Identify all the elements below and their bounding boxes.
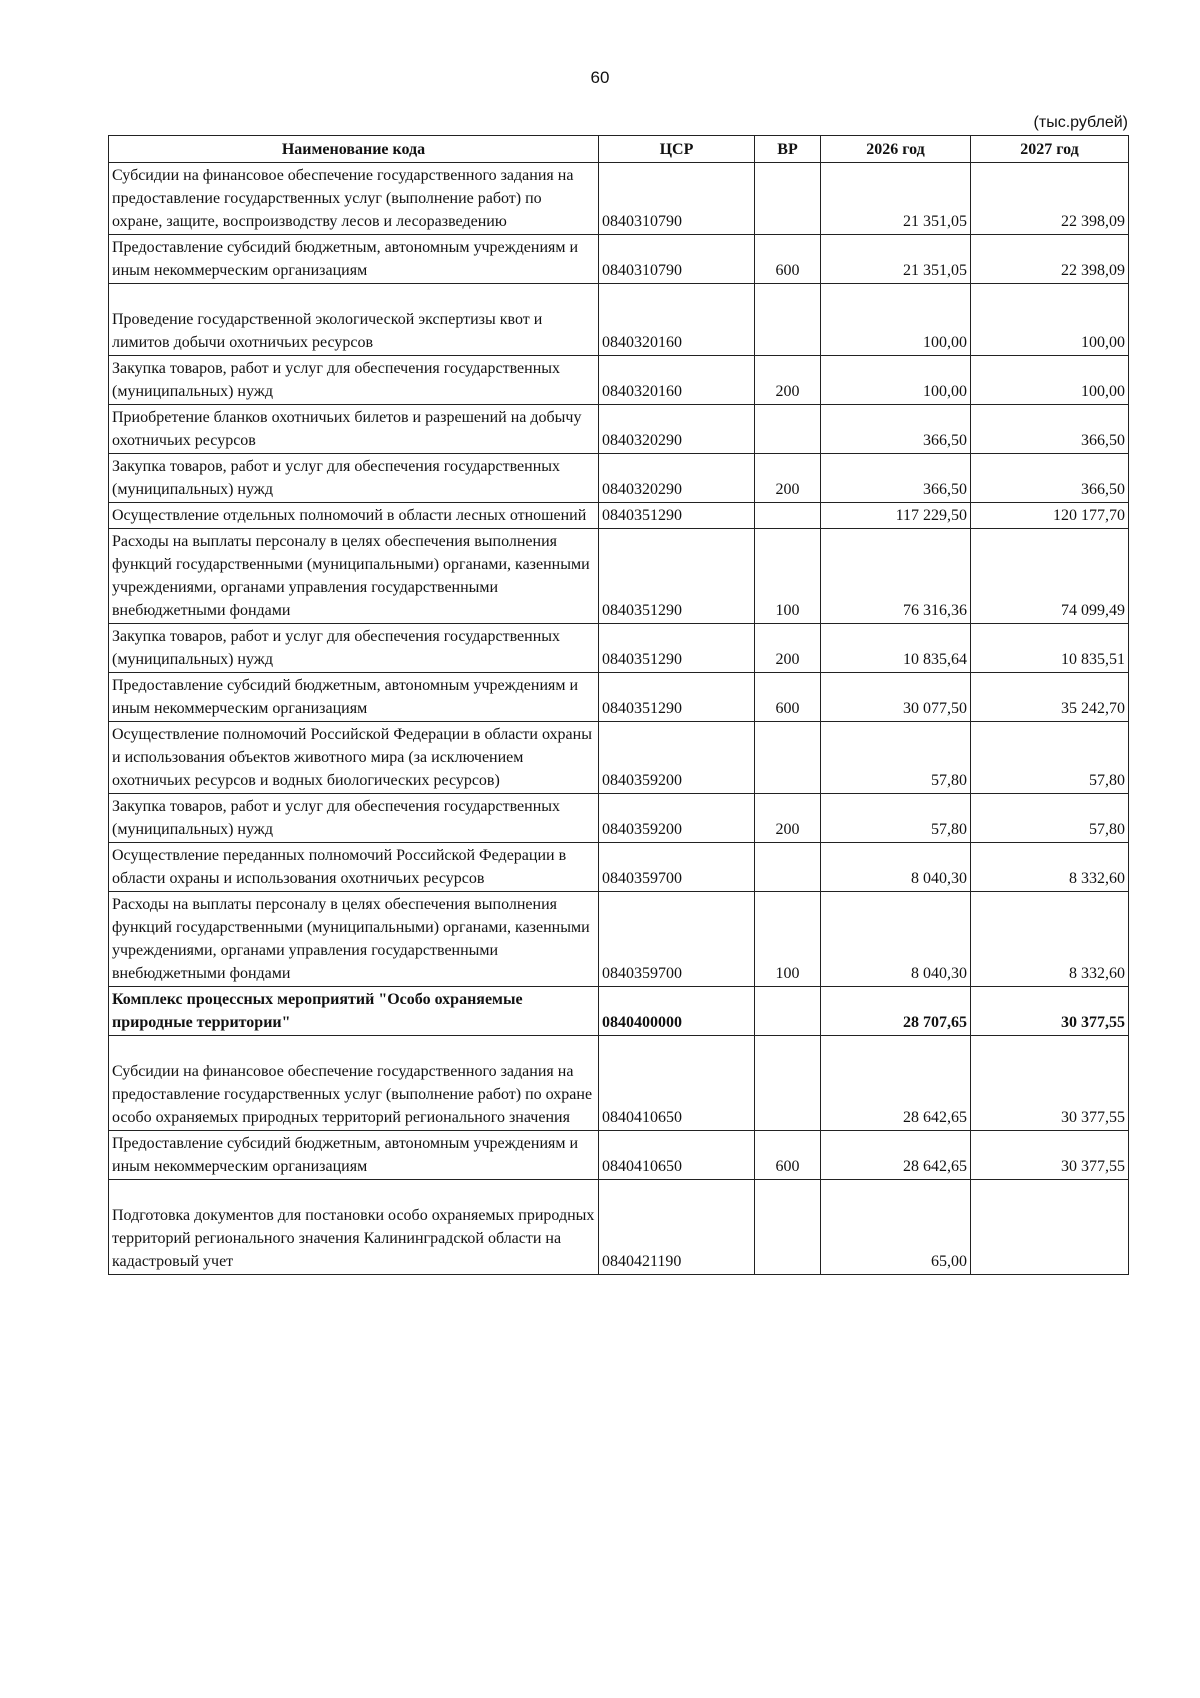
row-vr: 200 <box>755 454 821 503</box>
row-2027: 30 377,55 <box>971 1036 1129 1131</box>
row-vr: 200 <box>755 794 821 843</box>
row-2026: 8 040,30 <box>821 892 971 987</box>
table-row <box>109 1180 1129 1275</box>
budget-table <box>108 135 1129 1275</box>
row-vr <box>755 163 821 235</box>
row-2026: 10 835,64 <box>821 624 971 673</box>
row-2027: 100,00 <box>971 284 1129 356</box>
table-row <box>109 235 1129 284</box>
row-csr: 0840320290 <box>599 405 755 454</box>
table-row <box>109 892 1129 987</box>
row-csr: 0840351290 <box>599 503 755 529</box>
row-2027: 120 177,70 <box>971 503 1129 529</box>
row-vr: 200 <box>755 624 821 673</box>
row-csr: 0840359700 <box>599 892 755 987</box>
row-2027 <box>971 1180 1129 1275</box>
table-row <box>109 1036 1129 1131</box>
row-name: Закупка товаров, работ и услуг для обеспечения государственных (муниципальных) нужд <box>109 794 599 843</box>
row-2026: 100,00 <box>821 284 971 356</box>
row-2027: 74 099,49 <box>971 529 1129 624</box>
table-row <box>109 284 1129 356</box>
row-vr <box>755 1036 821 1131</box>
row-2027: 57,80 <box>971 722 1129 794</box>
row-name: Проведение государственной экологической экспертизы квот и лимитов добычи охотничьих ресурсов <box>109 284 599 356</box>
row-csr: 0840320160 <box>599 356 755 405</box>
row-csr: 0840351290 <box>599 673 755 722</box>
page-number: 60 <box>590 68 610 87</box>
row-name: Осуществление отдельных полномочий в области лесных отношений <box>109 503 599 529</box>
row-2027: 22 398,09 <box>971 163 1129 235</box>
row-vr <box>755 722 821 794</box>
row-2027: 100,00 <box>971 356 1129 405</box>
row-name: Осуществление полномочий Российской Федерации в области охраны и использования объектов животного мира (за исключением охотничьих ресурсов и водных биологических ресурсов) <box>109 722 599 794</box>
row-name: Комплекс процессных мероприятий "Особо охраняемые природные территории" <box>109 987 599 1036</box>
header-2026: 2026 год <box>821 136 971 163</box>
table-row <box>109 405 1129 454</box>
row-csr: 0840400000 <box>599 987 755 1036</box>
table-row <box>109 356 1129 405</box>
row-2026: 28 707,65 <box>821 987 971 1036</box>
row-vr: 100 <box>755 892 821 987</box>
units-label: (тыс.рублей) <box>1033 114 1128 131</box>
row-csr: 0840351290 <box>599 529 755 624</box>
table-row <box>109 529 1129 624</box>
row-csr: 0840351290 <box>599 624 755 673</box>
row-csr: 0840320290 <box>599 454 755 503</box>
row-vr: 200 <box>755 356 821 405</box>
table-row <box>109 1131 1129 1180</box>
row-2027: 366,50 <box>971 405 1129 454</box>
header-vr: ВР <box>755 136 821 163</box>
row-csr: 0840359200 <box>599 722 755 794</box>
row-name: Расходы на выплаты персоналу в целях обеспечения выполнения функций государственными (муниципальными) органами, казенными учреждениями, органами управления государственными внебюджетными фондами <box>109 529 599 624</box>
row-name: Закупка товаров, работ и услуг для обеспечения государственных (муниципальных) нужд <box>109 356 599 405</box>
row-csr: 0840310790 <box>599 235 755 284</box>
row-vr <box>755 503 821 529</box>
table-row <box>109 163 1129 235</box>
row-2026: 100,00 <box>821 356 971 405</box>
row-csr: 0840410650 <box>599 1131 755 1180</box>
row-2026: 65,00 <box>821 1180 971 1275</box>
row-csr: 0840320160 <box>599 284 755 356</box>
row-2027: 10 835,51 <box>971 624 1129 673</box>
row-name: Субсидии на финансовое обеспечение государственного задания на предоставление государственных услуг (выполнение работ) по охране особо охраняемых природных территорий регионального значения <box>109 1036 599 1131</box>
row-2027: 30 377,55 <box>971 1131 1129 1180</box>
row-vr: 600 <box>755 1131 821 1180</box>
row-vr <box>755 405 821 454</box>
row-2027: 30 377,55 <box>971 987 1129 1036</box>
row-name: Расходы на выплаты персоналу в целях обеспечения выполнения функций государственными (муниципальными) органами, казенными учреждениями, органами управления государственными внебюджетными фондами <box>109 892 599 987</box>
row-csr: 0840359700 <box>599 843 755 892</box>
table-header-row <box>109 136 1129 163</box>
row-2027: 35 242,70 <box>971 673 1129 722</box>
row-name: Закупка товаров, работ и услуг для обеспечения государственных (муниципальных) нужд <box>109 624 599 673</box>
row-name: Предоставление субсидий бюджетным, автономным учреждениям и иным некоммерческим организациям <box>109 1131 599 1180</box>
row-2026: 76 316,36 <box>821 529 971 624</box>
table-row <box>109 843 1129 892</box>
row-vr: 600 <box>755 673 821 722</box>
table-row-section <box>109 987 1129 1036</box>
row-name: Предоставление субсидий бюджетным, автономным учреждениям и иным некоммерческим организациям <box>109 235 599 284</box>
row-csr: 0840410650 <box>599 1036 755 1131</box>
row-vr <box>755 1180 821 1275</box>
row-csr: 0840359200 <box>599 794 755 843</box>
row-2026: 366,50 <box>821 405 971 454</box>
row-2026: 366,50 <box>821 454 971 503</box>
row-name: Подготовка документов для постановки особо охраняемых природных территорий регионального значения Калининградской области на кадастровый учет <box>109 1180 599 1275</box>
row-2026: 8 040,30 <box>821 843 971 892</box>
row-2027: 366,50 <box>971 454 1129 503</box>
row-2026: 117 229,50 <box>821 503 971 529</box>
row-2026: 57,80 <box>821 722 971 794</box>
table-row <box>109 673 1129 722</box>
row-2026: 21 351,05 <box>821 235 971 284</box>
row-2026: 28 642,65 <box>821 1131 971 1180</box>
row-vr: 100 <box>755 529 821 624</box>
header-2027: 2027 год <box>971 136 1129 163</box>
row-2027: 22 398,09 <box>971 235 1129 284</box>
row-csr: 0840310790 <box>599 163 755 235</box>
row-vr <box>755 284 821 356</box>
row-vr: 600 <box>755 235 821 284</box>
table-row <box>109 722 1129 794</box>
row-2026: 28 642,65 <box>821 1036 971 1131</box>
row-vr <box>755 987 821 1036</box>
row-2027: 57,80 <box>971 794 1129 843</box>
table-row <box>109 624 1129 673</box>
row-name: Предоставление субсидий бюджетным, автономным учреждениям и иным некоммерческим организациям <box>109 673 599 722</box>
row-2026: 30 077,50 <box>821 673 971 722</box>
table-row <box>109 503 1129 529</box>
row-2026: 57,80 <box>821 794 971 843</box>
header-csr: ЦСР <box>599 136 755 163</box>
row-csr: 0840421190 <box>599 1180 755 1275</box>
row-name: Осуществление переданных полномочий Российской Федерации в области охраны и использования охотничьих ресурсов <box>109 843 599 892</box>
row-2027: 8 332,60 <box>971 843 1129 892</box>
row-name: Субсидии на финансовое обеспечение государственного задания на предоставление государственных услуг (выполнение работ) по охране, защите, воспроизводству лесов и лесоразведению <box>109 163 599 235</box>
row-vr <box>755 843 821 892</box>
table-row <box>109 794 1129 843</box>
row-name: Закупка товаров, работ и услуг для обеспечения государственных (муниципальных) нужд <box>109 454 599 503</box>
table-row <box>109 454 1129 503</box>
row-2027: 8 332,60 <box>971 892 1129 987</box>
row-2026: 21 351,05 <box>821 163 971 235</box>
header-name: Наименование кода <box>109 136 599 163</box>
row-name: Приобретение бланков охотничьих билетов и разрешений на добычу охотничьих ресурсов <box>109 405 599 454</box>
